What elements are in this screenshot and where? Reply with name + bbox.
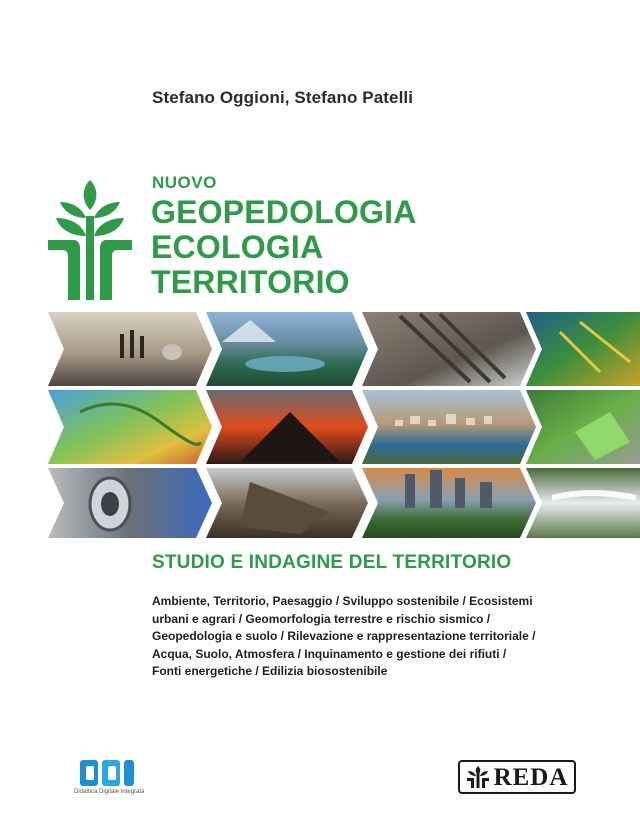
topics-line: Acqua, Suolo, Atmosfera / Inquinamento e gestione dei rifiuti / — [152, 646, 507, 661]
reda-logo — [458, 760, 576, 794]
reda-sprout-icon — [466, 765, 490, 789]
subtitle: STUDIO E INDAGINE DEL TERRITORIO — [152, 552, 512, 573]
title-line-1: GEOPEDOLOGIA — [151, 194, 417, 230]
topics-line: Geopedologia e suolo / Rilevazione e rappresentazione territoriale / — [152, 629, 536, 643]
publisher-name: REDA — [493, 763, 569, 791]
topics-line: urbani e agrari / Geomorfologia terrestre e rischio sismico / — [152, 611, 491, 626]
photo-aerial-garden — [526, 390, 640, 464]
photo-waterfall — [526, 468, 640, 538]
authors: Stefano Oggioni, Stefano Patelli — [152, 88, 414, 107]
edition-label: NUOVO — [152, 173, 217, 192]
topics-list — [152, 593, 592, 681]
photo-lakeside-city — [362, 390, 536, 464]
ddi-caption: Didattica Digitale Integrata — [74, 789, 145, 795]
photo-city-skyline-park — [362, 468, 536, 538]
title-line-3: TERRITORIO — [151, 264, 350, 300]
photo-mountain-lake — [206, 312, 368, 386]
topics-line: Ambiente, Territorio, Paesaggio / Sviluppo sostenibile / Ecosistemi — [152, 594, 533, 608]
leaf-sprout-logo-icon — [46, 178, 134, 302]
photo-mosaic — [0, 312, 640, 538]
title-line-2: ECOLOGIA — [151, 229, 324, 265]
photo-terrain-elevation-map — [48, 390, 212, 464]
topics-line: Fonti energetiche / Edilizia biosostenibile — [152, 664, 388, 678]
